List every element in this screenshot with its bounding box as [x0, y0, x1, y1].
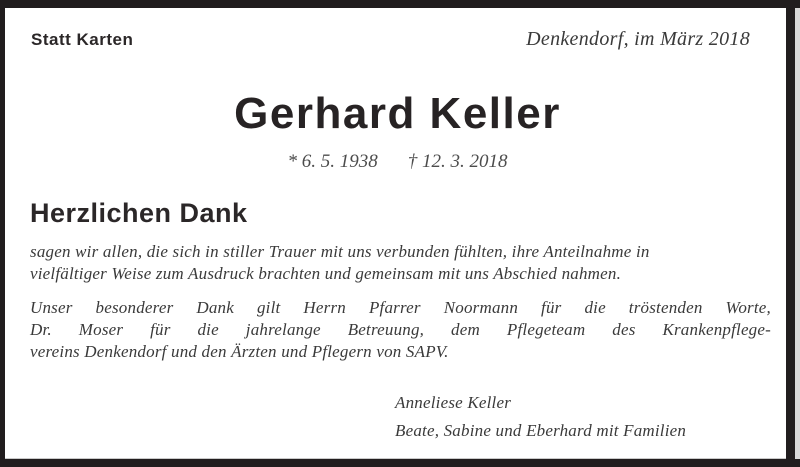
- paragraph-1-line-1: sagen wir allen, die sich in stiller Trauer mit uns verbunden fühlten, ihre Anteilnahme in: [30, 242, 650, 261]
- paragraph-2-line-1: Unser besonderer Dank gilt Herrn Pfarrer Noormann für die tröstenden Worte,: [30, 298, 771, 317]
- signature-children: Beate, Sabine und Eberhard mit Familien: [395, 421, 687, 440]
- thanks-paragraph-1: [30, 241, 771, 285]
- statt-karten-note: Statt Karten: [31, 30, 134, 49]
- signatures-block: [395, 389, 686, 445]
- paragraph-2-line-2: Dr. Moser für die jahrelange Betreuung, dem Pflegeteam des Krankenpflege-: [30, 320, 771, 339]
- death-date: † 12. 3. 2018: [407, 151, 508, 172]
- signature-widow: Anneliese Keller: [395, 393, 512, 412]
- place-dateline: Denkendorf, im März 2018: [526, 28, 750, 50]
- thanks-paragraph-2: [30, 297, 771, 363]
- thanks-headline: Herzlichen Dank: [30, 198, 248, 228]
- paragraph-2-line-3: vereins Denkendorf und den Ärzten und Pflegern von SAPV.: [30, 342, 449, 361]
- deceased-name: Gerhard Keller: [234, 89, 561, 138]
- life-dates: [0, 151, 795, 173]
- birth-date: * 6. 5. 1938: [287, 151, 378, 172]
- paragraph-1-line-2: vielfältiger Weise zum Ausdruck brachten und gemeinsam mit uns Abschied nahmen.: [30, 264, 622, 283]
